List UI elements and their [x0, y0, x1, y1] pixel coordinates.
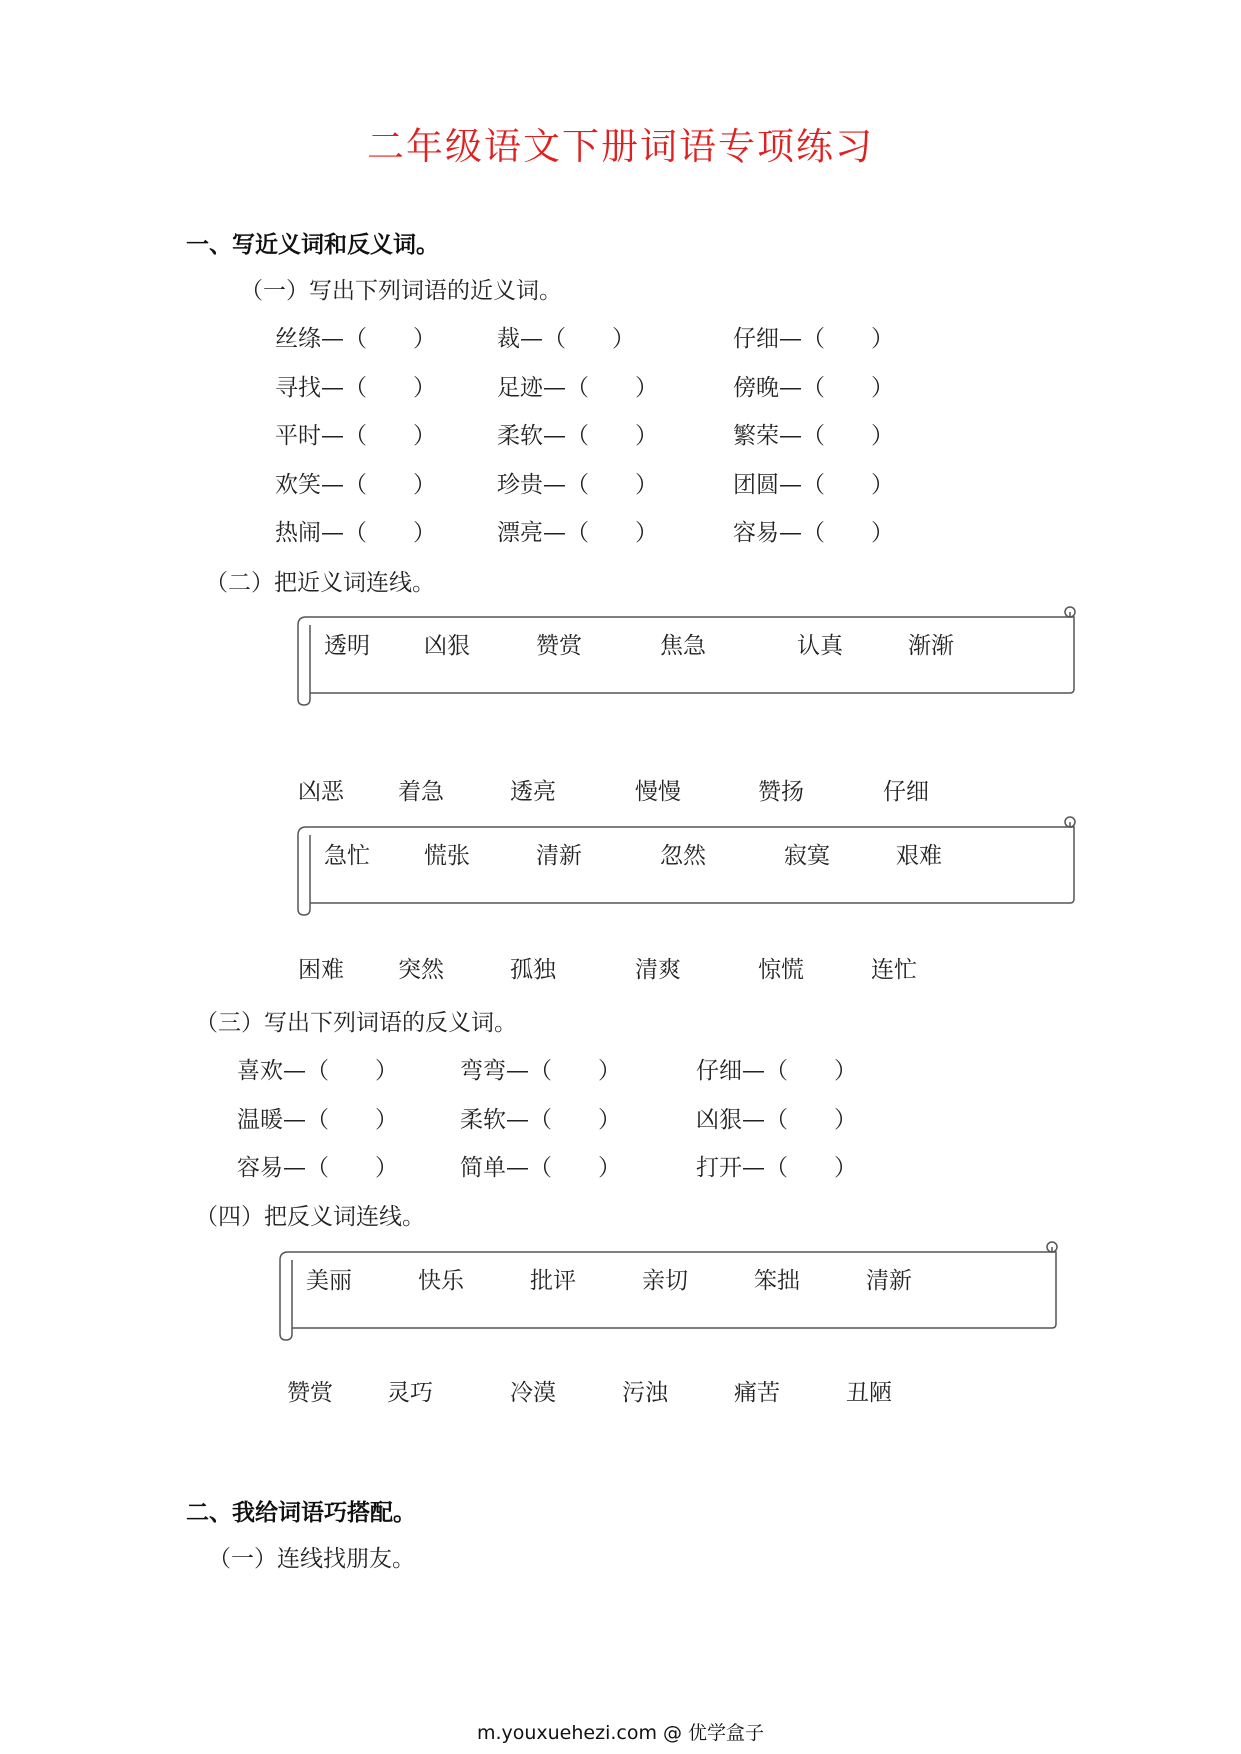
link-word: 美丽 [306, 1268, 352, 1294]
link-word: 惊慌 [758, 957, 804, 983]
link-word: 慌张 [424, 843, 470, 869]
link-word: 寂寞 [784, 843, 830, 869]
fill-blank-item: 喜欢—（ ） [237, 1058, 398, 1084]
fill-blank-item: 繁荣—（ ） [733, 423, 894, 449]
section-2-heading: 二、我给词语巧搭配。 [186, 1499, 416, 1526]
link-word: 赞赏 [287, 1380, 333, 1406]
section-1-heading: 一、写近义词和反义词。 [186, 231, 439, 258]
link-word: 批评 [530, 1268, 576, 1294]
fill-blank-item: 漂亮—（ ） [497, 520, 658, 546]
link-word: 急忙 [324, 843, 370, 869]
link-word: 连忙 [871, 957, 917, 983]
fill-blank-item: 丝绦—（ ） [275, 326, 436, 352]
link-word: 突然 [398, 957, 444, 983]
link-word: 赞赏 [536, 633, 582, 659]
fill-blank-item: 简单—（ ） [460, 1155, 621, 1181]
part-2-heading: （二）把近义词连线。 [205, 570, 435, 596]
link-word: 痛苦 [734, 1380, 780, 1406]
fill-blank-item: 裁—（ ） [497, 326, 635, 352]
fill-blank-item: 仔细—（ ） [696, 1058, 857, 1084]
fill-blank-item: 平时—（ ） [275, 423, 436, 449]
fill-blank-item: 温暖—（ ） [237, 1107, 398, 1133]
link-word: 孤独 [510, 957, 556, 983]
link-word: 焦急 [660, 633, 706, 659]
fill-blank-item: 容易—（ ） [733, 520, 894, 546]
fill-blank-item: 凶狠—（ ） [696, 1107, 857, 1133]
fill-blank-item: 柔软—（ ） [497, 423, 658, 449]
link-word: 凶恶 [298, 779, 344, 805]
fill-blank-item: 欢笑—（ ） [275, 472, 436, 498]
link-word: 凶狠 [424, 633, 470, 659]
link-word: 丑陋 [846, 1380, 892, 1406]
link-word: 清新 [866, 1268, 912, 1294]
section-2-part-1-heading: （一）连线找朋友。 [208, 1546, 415, 1572]
part-1-heading: （一）写出下列词语的近义词。 [240, 278, 562, 304]
fill-blank-item: 足迹—（ ） [497, 375, 658, 401]
link-word: 慢慢 [635, 779, 681, 805]
fill-blank-item: 傍晚—（ ） [733, 375, 894, 401]
link-word: 透亮 [510, 779, 556, 805]
page-title: 二年级语文下册词语专项练习 [367, 125, 874, 168]
link-word: 清新 [536, 843, 582, 869]
fill-blank-item: 热闹—（ ） [275, 520, 436, 546]
fill-blank-item: 团圆—（ ） [733, 472, 894, 498]
fill-blank-item: 仔细—（ ） [733, 326, 894, 352]
fill-blank-item: 柔软—（ ） [460, 1107, 621, 1133]
fill-blank-item: 打开—（ ） [696, 1155, 857, 1181]
link-word: 认真 [797, 633, 843, 659]
fill-blank-item: 珍贵—（ ） [497, 472, 658, 498]
part-4-heading: （四）把反义词连线。 [195, 1204, 425, 1230]
link-word: 着急 [398, 779, 444, 805]
link-word: 笨拙 [754, 1268, 800, 1294]
link-word: 赞扬 [758, 779, 804, 805]
link-word: 渐渐 [908, 633, 954, 659]
link-word: 困难 [298, 957, 344, 983]
footer-watermark: m.youxuehezi.com @ 优学盒子 [476, 1722, 765, 1744]
link-word: 冷漠 [510, 1380, 556, 1406]
link-word: 亲切 [642, 1268, 688, 1294]
link-word: 艰难 [896, 843, 942, 869]
fill-blank-item: 弯弯—（ ） [460, 1058, 621, 1084]
link-word: 清爽 [635, 957, 681, 983]
part-3-heading: （三）写出下列词语的反义词。 [195, 1010, 517, 1036]
link-word: 透明 [324, 633, 370, 659]
fill-blank-item: 寻找—（ ） [275, 375, 436, 401]
link-word: 忽然 [660, 843, 706, 869]
link-word: 仔细 [883, 779, 929, 805]
link-word: 灵巧 [387, 1380, 433, 1406]
fill-blank-item: 容易—（ ） [237, 1155, 398, 1181]
link-word: 快乐 [418, 1268, 464, 1294]
link-word: 污浊 [622, 1380, 668, 1406]
